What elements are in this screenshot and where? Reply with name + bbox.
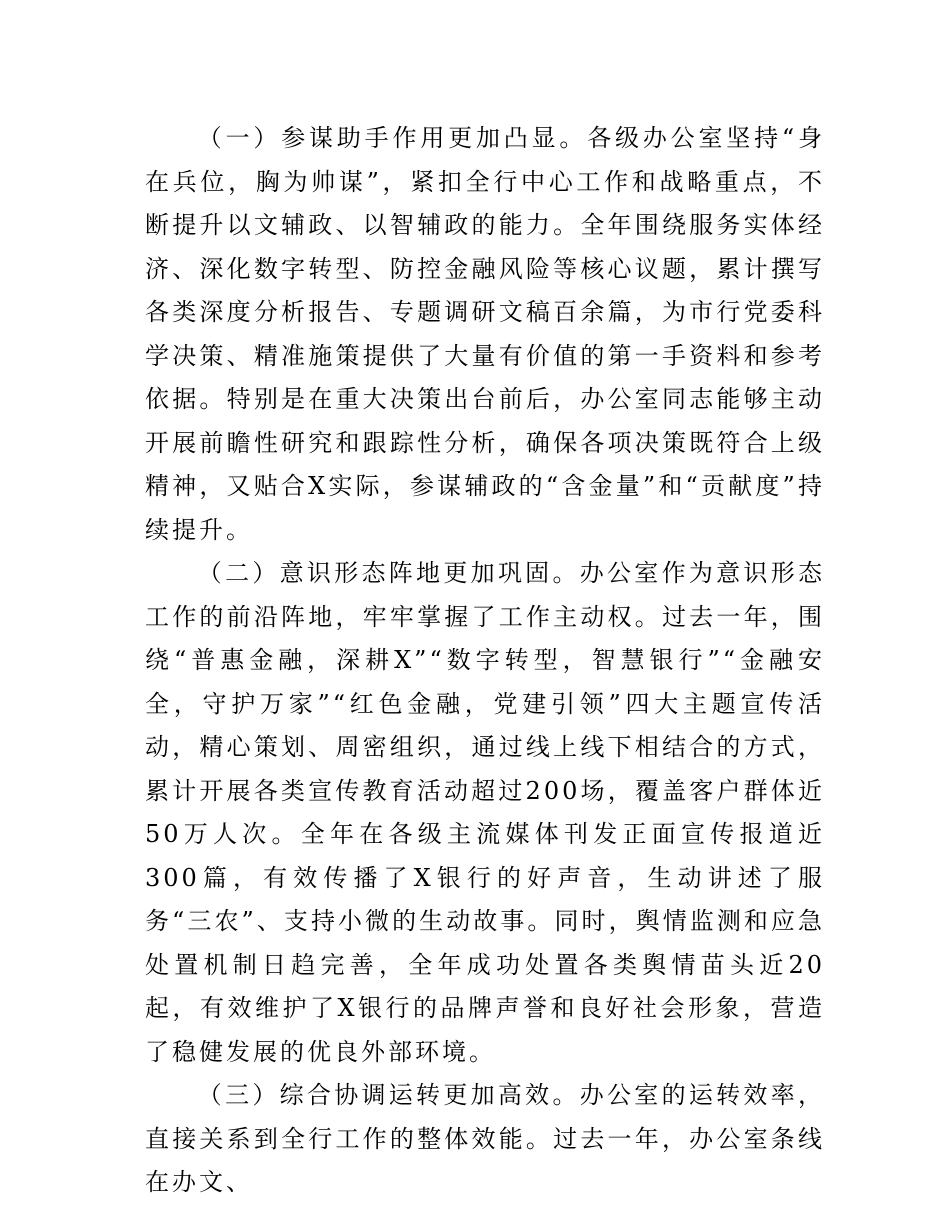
document-body xyxy=(145,117,825,1205)
paragraph-section-1: （一）参谋助手作用更加凸显。各级办公室坚持“身在兵位，胸为帅谋”，紧扣全行中心工作和战略重点，不断提升以文辅政、以智辅政的能力。全年围绕服务实体经济、深化数字转型、防控金融风险等核心议题，累计撰写各类深度分析报告、专题调研文稿百余篇，为市行党委科学决策、精准施策提供了大量有价值的第一手资料和参考依据。特别是在重大决策出台前后，办公室同志能够主动开展前瞻性研究和跟踪性分析，确保各项决策既符合上级精神，又贴合X实际，参谋辅政的“含金量”和“贡献度”持续提升。 xyxy=(145,124,825,544)
paragraph-section-3: （三）综合协调运转更加高效。办公室的运转效率，直接关系到全行工作的整体效能。过去一年，办公室条线在办文、 xyxy=(145,1081,825,1196)
paragraph-section-2: （二）意识形态阵地更加巩固。办公室作为意识形态工作的前沿阵地，牢牢掌握了工作主动权。过去一年，围绕“普惠金融，深耕X”“数字转型，智慧银行”“金融安全，守护万家”“红色金融，党建引领”四大主题宣传活动，精心策划、周密组织，通过线上线下相结合的方式，累计开展各类宣传教育活动超过200场，覆盖客户群体近50万人次。全年在各级主流媒体刊发正面宣传报道近300篇，有效传播了X银行的好声音，生动讲述了服务“三农”、支持小微的生动故事。同时，舆情监测和应急处置机制日趋完善，全年成功处置各类舆情苗头近20起，有效维护了X银行的品牌声誉和良好社会形象，营造了稳健发展的优良外部环境。 xyxy=(145,559,825,1066)
